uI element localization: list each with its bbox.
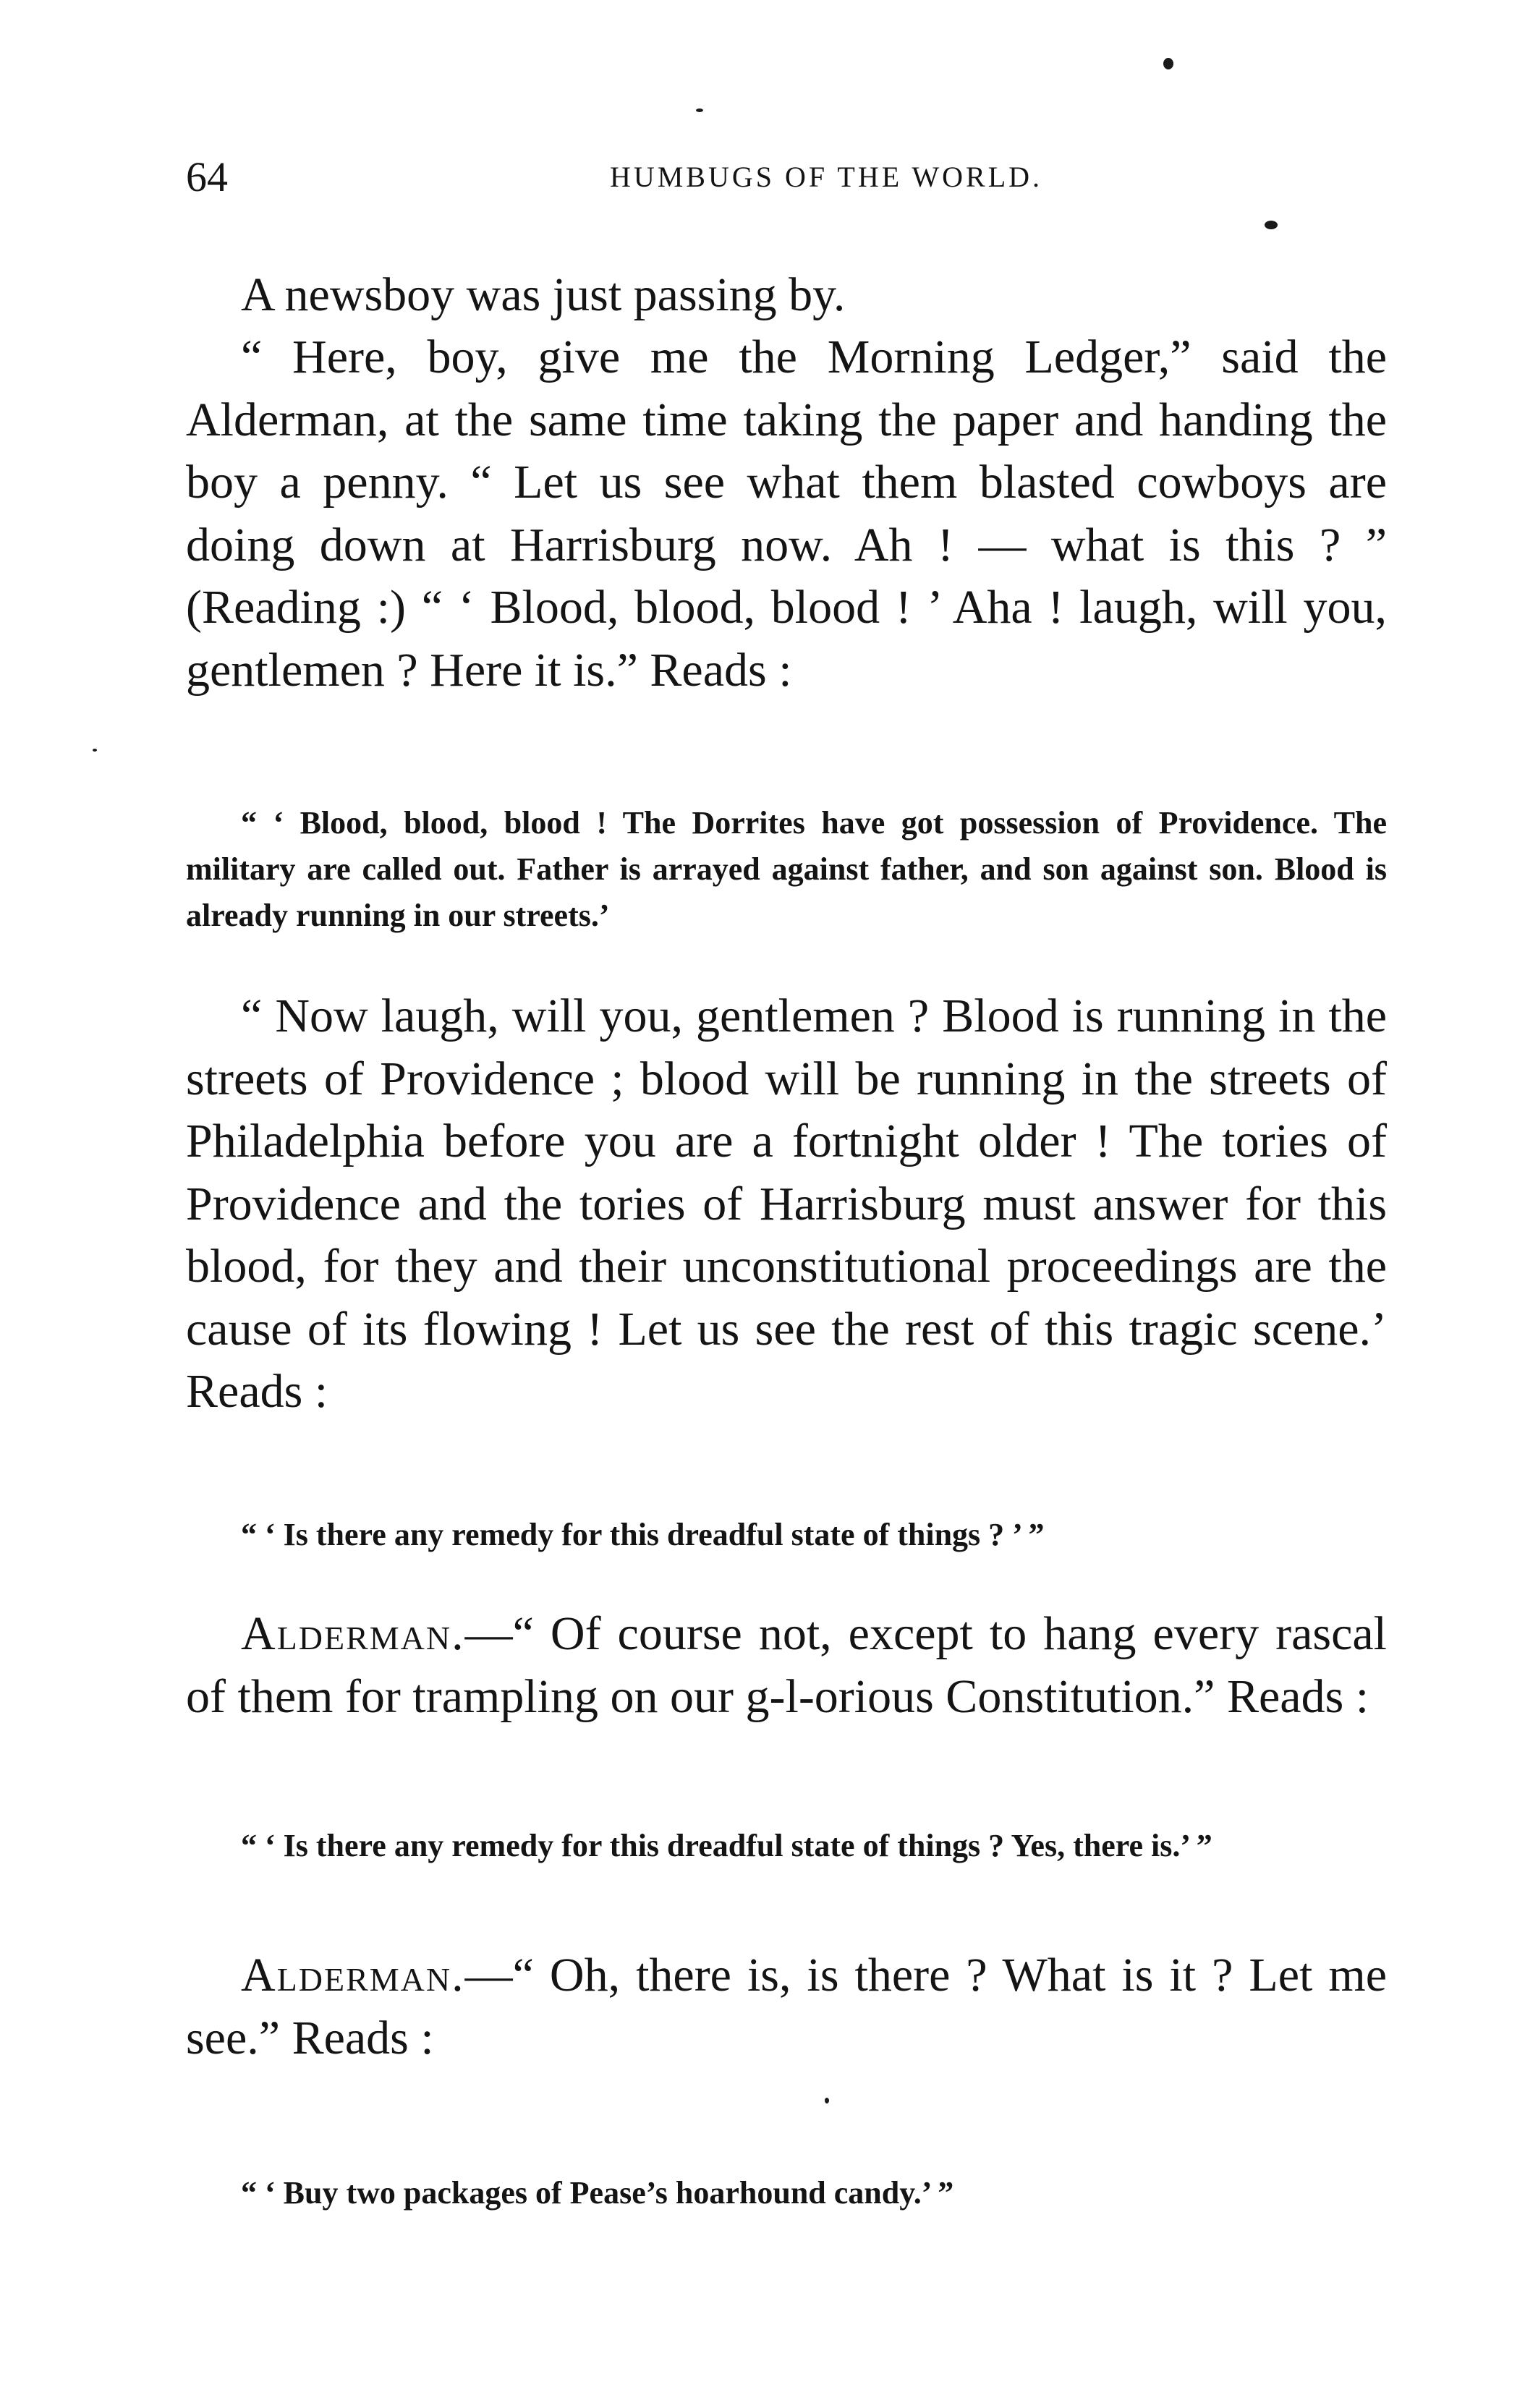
quote-text: “ ‘ Blood, blood, blood ! The Dorrites have got possession of Providence. The military are called out. Father is arrayed against father, and son against son. Blood is already running in our streets.’ <box>186 805 1387 933</box>
running-title: HUMBUGS OF THE WORLD. <box>609 161 1043 193</box>
paragraph-text: —“ Of course not, except to hang every rascal of them for trampling on our g-l-orious Constitution.” Reads : <box>186 1607 1387 1723</box>
scan-speck <box>825 2098 829 2103</box>
paragraph-newsboy <box>186 264 1387 327</box>
quote-blood <box>186 800 1387 939</box>
page-number: 64 <box>186 153 228 200</box>
paragraph-text: “ Now laugh, will you, gentlemen ? Blood is running in the streets of Providence ; blood will be running in the streets of Philadelphia before you are a fortnight older ! The tories of Providence and the tories of Harrisburg must answer for this blood, for they and their unconstitutional proceedings are the cause of its flowing ! Let us see the rest of this tragic scene.’ Reads : <box>186 990 1387 1418</box>
quote-text: “ ‘ Buy two packages of Pease’s hoarhound candy.’ ” <box>241 2175 954 2211</box>
quote-remedy-question <box>186 1512 1387 1558</box>
speaker-label: Alderman. <box>241 1607 465 1660</box>
scan-speck <box>1163 58 1173 69</box>
scan-speck <box>1265 221 1278 229</box>
quote-hoarhound-candy <box>186 2170 1387 2216</box>
paragraph-text: A newsboy was just passing by. <box>241 268 846 321</box>
paragraph-alderman-of-course <box>186 1603 1387 1728</box>
paragraph-now-laugh <box>186 985 1387 1424</box>
paragraph-alderman-oh <box>186 1944 1387 2069</box>
paragraph-text: —“ Oh, there is, is there ? What is it ? Let me see.” Reads : <box>186 1949 1387 2064</box>
paragraph-alderman-reads <box>186 326 1387 702</box>
speaker-label: Alderman. <box>241 1949 465 2001</box>
quote-text: “ ‘ Is there any remedy for this dreadful state of things ? Yes, there is.’ ” <box>241 1828 1212 1863</box>
quote-remedy-yes <box>186 1823 1387 1869</box>
scan-speck <box>696 109 703 112</box>
page-header <box>186 148 1387 206</box>
scan-speck <box>93 749 97 752</box>
quote-text: “ ‘ Is there any remedy for this dreadful state of things ? ’ ” <box>241 1517 1045 1552</box>
paragraph-text: “ Here, boy, give me the Morning Ledger,” said the Alderman, at the same time taking the paper and handing the boy a penny. “ Let us see what them blasted cowboys are doing down at Harrisburg now. Ah ! — what is this ? ” (Reading :) “ ‘ Blood, blood, blood ! ’ Aha ! laugh, will you, gentlemen ? Here it is.” Reads : <box>186 331 1387 697</box>
